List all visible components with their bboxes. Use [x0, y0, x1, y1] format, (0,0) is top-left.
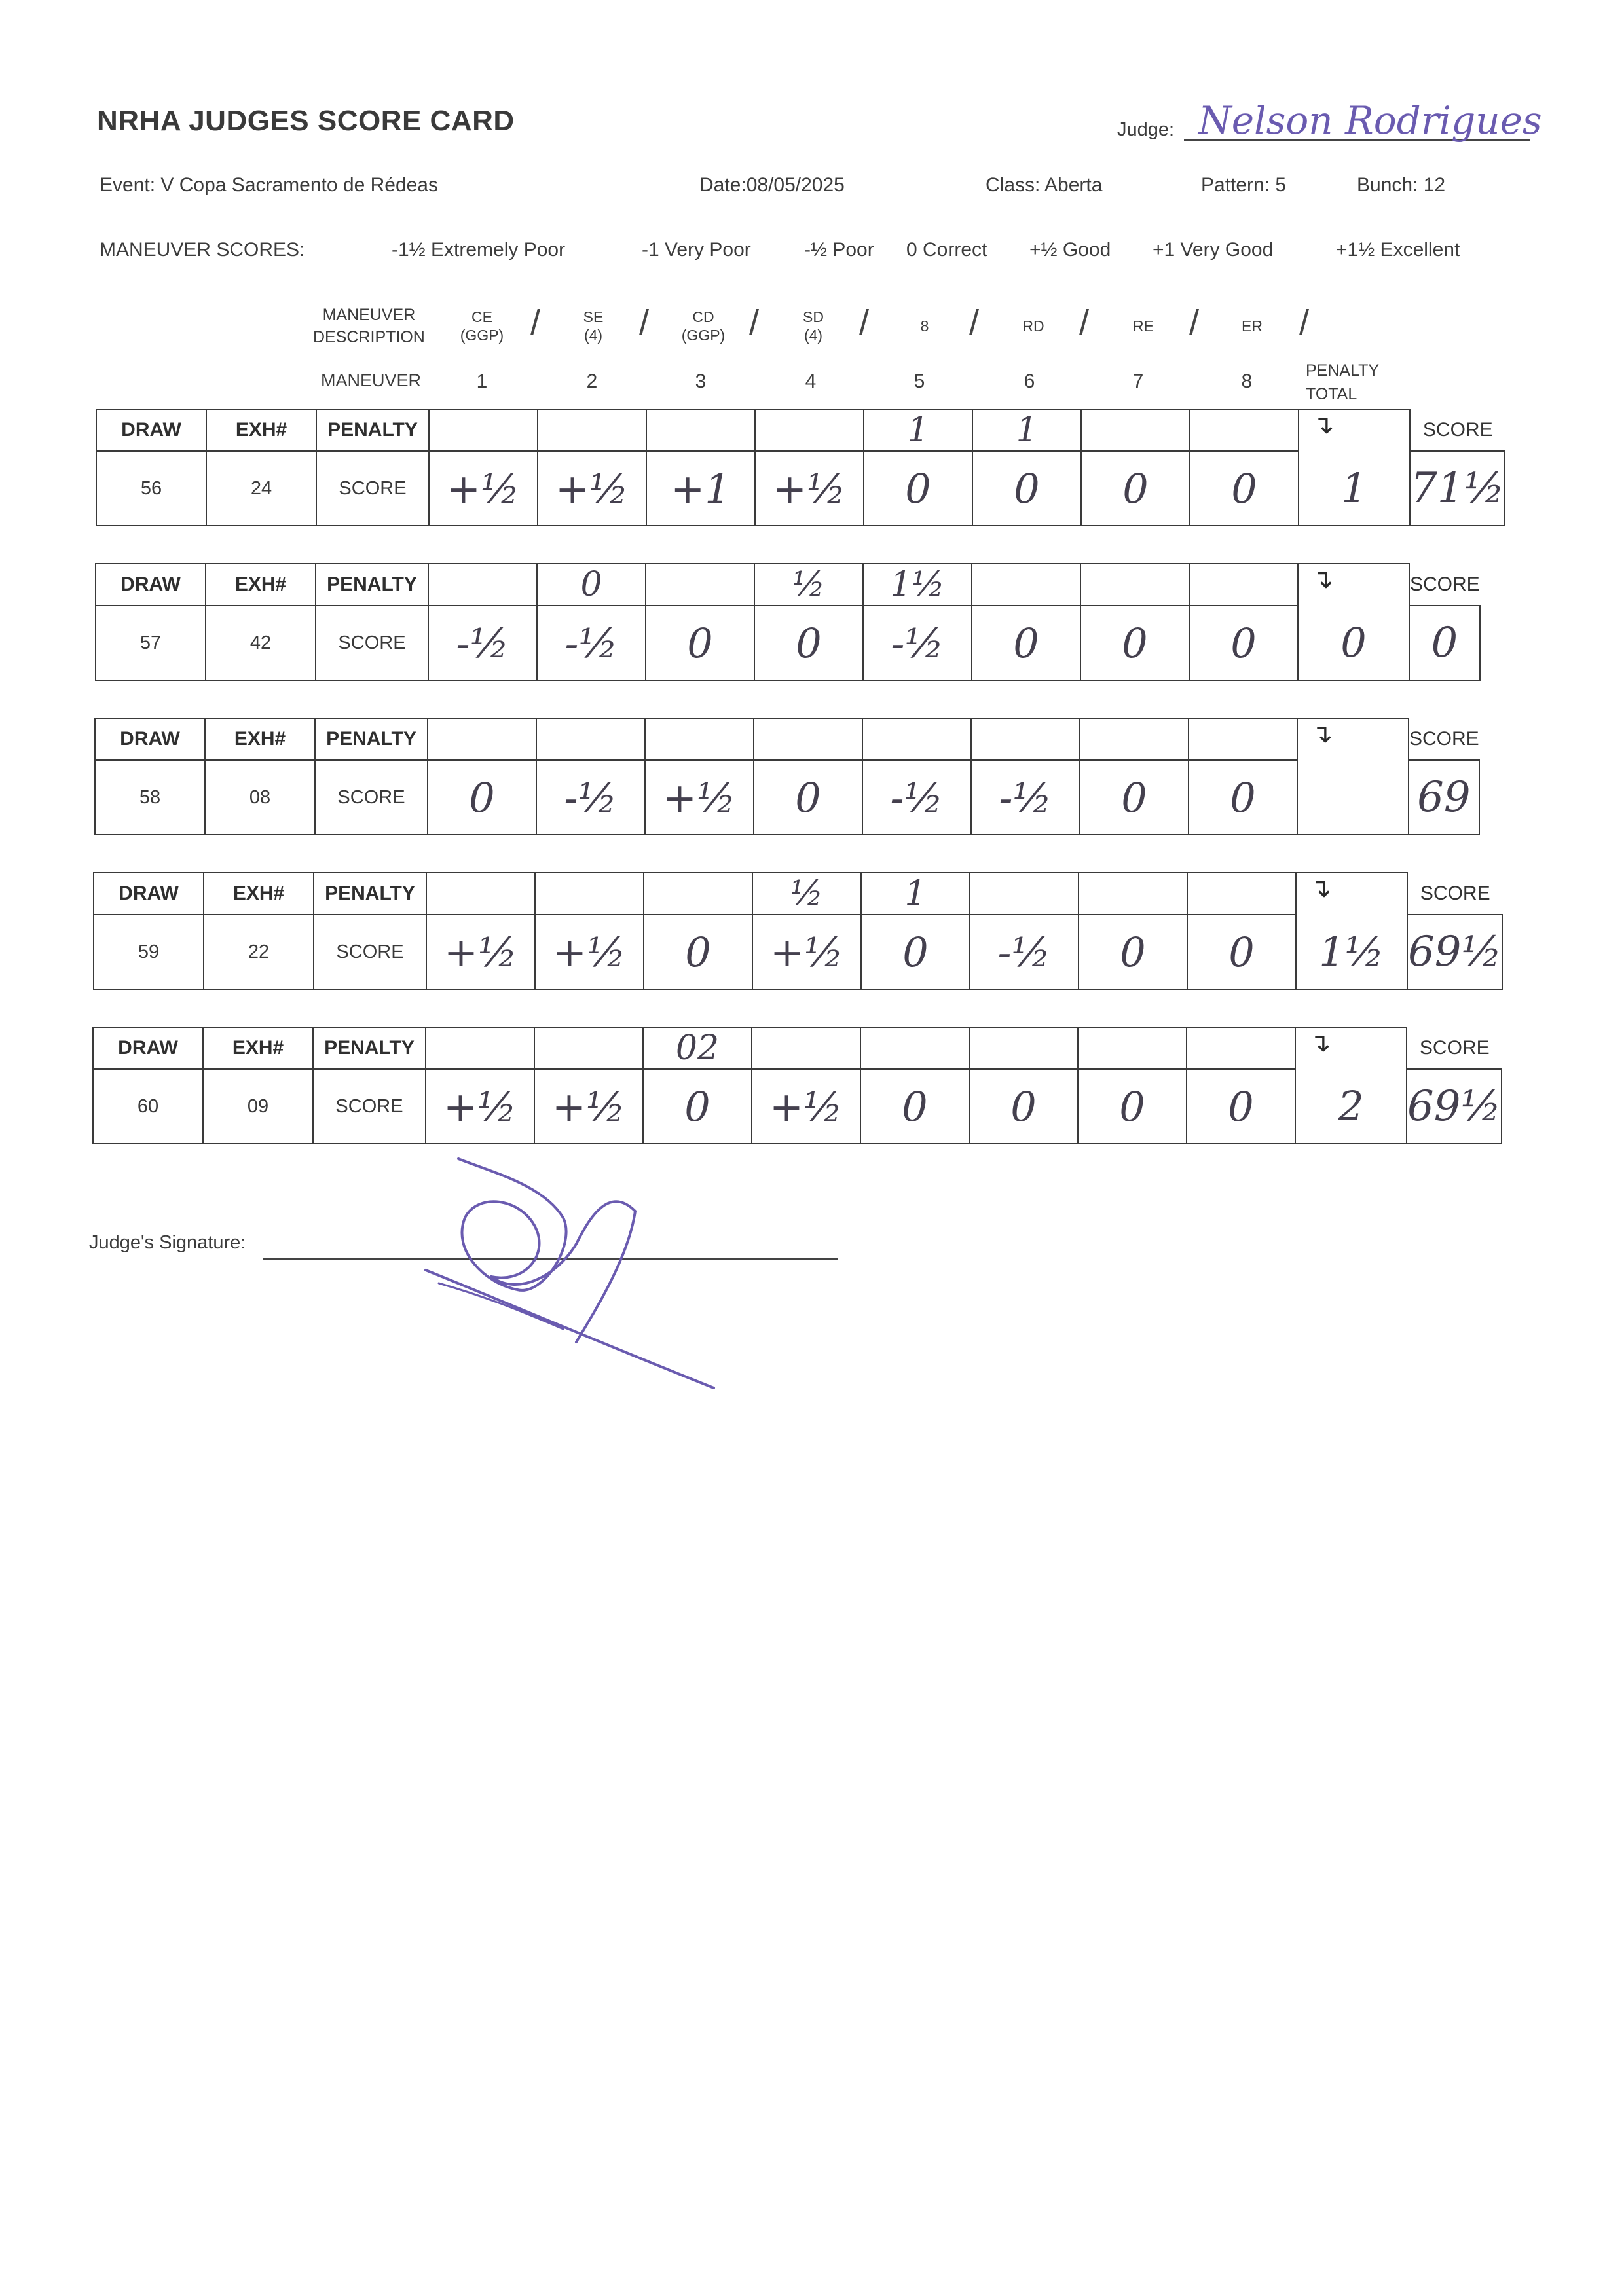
penalty-header: PENALTY [316, 409, 429, 451]
penalty-cell-8 [1190, 409, 1299, 451]
final-score-value: 69 [1409, 760, 1479, 835]
signature-label: Judge's Signature: [89, 1232, 246, 1253]
exhibitor-number: 42 [206, 606, 316, 680]
exh-header: EXH# [206, 409, 316, 451]
maneuver-score-8: 0 [1190, 451, 1299, 526]
maneuver-code-8: ER [1242, 318, 1263, 335]
card-title: NRHA JUDGES SCORE CARD [97, 105, 515, 137]
code-divider: / [859, 303, 870, 342]
scale-correct: 0 Correct [906, 239, 987, 261]
judge-name: Nelson Rodrigues [1198, 98, 1542, 143]
maneuver-score-8: 0 [1189, 606, 1298, 680]
draw-header: DRAW [96, 409, 206, 451]
penalty-cell-7 [1080, 718, 1189, 760]
maneuver-score-3: +½ [645, 760, 754, 835]
maneuver-score-8: 0 [1189, 760, 1297, 835]
final-score-header: SCORE [1409, 718, 1479, 760]
final-score-value: 69½ [1407, 1069, 1502, 1144]
penalty-cell-5: 1 [864, 409, 972, 451]
maneuver-score-2: +½ [538, 451, 646, 526]
penalty-total-arrow: ↴ [1295, 1027, 1407, 1069]
penalty-total-value [1297, 760, 1409, 835]
penalty-total-value: 1½ [1296, 915, 1407, 989]
penalty-cell-6 [972, 564, 1080, 606]
draw-number: 57 [96, 606, 206, 680]
maneuver-score-3: 0 [644, 915, 752, 989]
penalty-cell-6: 1 [972, 409, 1081, 451]
score-card-entry [92, 1027, 1502, 1144]
maneuver-score-7: 0 [1079, 915, 1187, 989]
scale-excellent: +1½ Excellent [1336, 239, 1460, 261]
code-divider: / [749, 303, 760, 342]
maneuver-score-6: 0 [969, 1069, 1078, 1144]
maneuver-score-7: 0 [1080, 760, 1189, 835]
maneuver-score-1: -½ [428, 606, 537, 680]
penalty-cell-4 [754, 718, 862, 760]
penalty-header: PENALTY [314, 873, 426, 915]
score-row-label: SCORE [316, 451, 429, 526]
penalty-cell-1 [428, 564, 537, 606]
bunch-value: 12 [1423, 174, 1446, 196]
penalty-cell-5: 1½ [863, 564, 972, 606]
bunch-label: Bunch: [1357, 174, 1418, 196]
penalty-total-value: 2 [1295, 1069, 1407, 1144]
penalty-cell-6 [970, 873, 1079, 915]
maneuver-score-4: +½ [752, 1069, 860, 1144]
date-field [699, 174, 845, 196]
penalty-cell-2 [534, 1027, 643, 1069]
penalty-cell-4: ½ [754, 564, 863, 606]
maneuver-number: 1 [476, 371, 488, 392]
maneuver-score-6: 0 [972, 606, 1080, 680]
class-value: Aberta [1044, 174, 1103, 196]
maneuver-code-2: SE (4) [583, 308, 604, 344]
penalty-cell-6 [969, 1027, 1078, 1069]
class-label: Class: [986, 174, 1041, 196]
draw-number: 58 [95, 760, 205, 835]
penalty-cell-3: 02 [643, 1027, 752, 1069]
final-score-header: SCORE [1407, 873, 1502, 915]
maneuver-score-1: 0 [428, 760, 536, 835]
penalty-cell-2: 0 [537, 564, 646, 606]
final-score-value: 69½ [1407, 915, 1502, 989]
maneuver-score-4: +½ [752, 915, 861, 989]
exhibitor-number: 24 [206, 451, 316, 526]
penalty-cell-7 [1081, 409, 1190, 451]
final-score-header: SCORE [1409, 564, 1480, 606]
maneuver-score-2: -½ [537, 606, 646, 680]
penalty-cell-7 [1078, 1027, 1187, 1069]
maneuver-code-6: RD [1022, 318, 1044, 335]
maneuver-score-1: +½ [426, 915, 535, 989]
maneuver-number: 3 [695, 371, 707, 392]
maneuver-score-3: +1 [646, 451, 755, 526]
maneuver-score-5: -½ [862, 760, 971, 835]
penalty-cell-6 [971, 718, 1080, 760]
scale-very-poor: -1 Very Poor [642, 239, 751, 261]
date-value: 08/05/2025 [746, 174, 845, 196]
maneuver-score-7: 0 [1080, 606, 1189, 680]
maneuver-code-7: RE [1133, 318, 1154, 335]
score-card-entry [94, 718, 1480, 835]
event-field [100, 174, 438, 196]
code-divider: / [530, 303, 541, 342]
penalty-cell-4 [752, 1027, 860, 1069]
score-card-entry [93, 872, 1503, 990]
penalty-cell-4 [755, 409, 864, 451]
penalty-cell-5 [862, 718, 971, 760]
maneuver-score-2: -½ [536, 760, 645, 835]
maneuver-number-label: MANEUVER [321, 371, 422, 390]
maneuver-score-7: 0 [1078, 1069, 1187, 1144]
maneuver-code-1: CE (GGP) [460, 308, 504, 344]
penalty-cell-5 [860, 1027, 969, 1069]
final-score-value: 0 [1409, 606, 1480, 680]
maneuver-number: 4 [805, 371, 817, 392]
penalty-cell-1 [428, 718, 536, 760]
penalty-cell-3 [645, 718, 754, 760]
draw-header: DRAW [96, 564, 206, 606]
maneuver-score-5: 0 [860, 1069, 969, 1144]
pattern-value: 5 [1275, 174, 1287, 196]
penalty-cell-2 [538, 409, 646, 451]
maneuver-code-4: SD (4) [803, 308, 824, 344]
score-card-entry [95, 563, 1481, 681]
bunch-field [1357, 174, 1445, 196]
judge-signature-scribble [413, 1146, 727, 1394]
penalty-cell-3 [646, 564, 754, 606]
penalty-cell-8 [1187, 1027, 1295, 1069]
maneuver-scores-label: MANEUVER SCORES: [100, 239, 305, 261]
score-row-label: SCORE [316, 606, 428, 680]
penalty-total-arrow: ↴ [1299, 409, 1410, 451]
penalty-cell-8 [1187, 873, 1296, 915]
maneuver-score-4: 0 [754, 606, 863, 680]
pattern-field [1201, 174, 1286, 196]
penalty-cell-3 [644, 873, 752, 915]
penalty-total-arrow: ↴ [1298, 564, 1409, 606]
pattern-label: Pattern: [1201, 174, 1270, 196]
maneuver-score-4: 0 [754, 760, 862, 835]
final-score-header: SCORE [1407, 1027, 1502, 1069]
penalty-header: PENALTY [315, 718, 428, 760]
code-divider: / [1079, 303, 1090, 342]
penalty-cell-7 [1079, 873, 1187, 915]
score-row-label: SCORE [315, 760, 428, 835]
exh-header: EXH# [206, 564, 316, 606]
maneuver-score-6: -½ [971, 760, 1080, 835]
penalty-cell-3 [646, 409, 755, 451]
maneuver-score-1: +½ [426, 1069, 534, 1144]
draw-number: 59 [94, 915, 204, 989]
score-row-label: SCORE [313, 1069, 426, 1144]
code-divider: / [1299, 303, 1310, 342]
score-row-label: SCORE [314, 915, 426, 989]
maneuver-score-1: +½ [429, 451, 538, 526]
maneuver-score-3: 0 [643, 1069, 752, 1144]
code-divider: / [1189, 303, 1200, 342]
maneuver-score-4: +½ [755, 451, 864, 526]
penalty-total-value: 1 [1299, 451, 1410, 526]
penalty-cell-7 [1080, 564, 1189, 606]
maneuver-score-8: 0 [1187, 915, 1296, 989]
exh-header: EXH# [204, 873, 314, 915]
judge-label: Judge: [1117, 119, 1175, 140]
date-label: Date: [699, 174, 747, 196]
maneuver-description-label: MANEUVER DESCRIPTION [313, 306, 425, 346]
penalty-total-arrow: ↴ [1297, 718, 1409, 760]
class-field [986, 174, 1102, 196]
maneuver-score-6: 0 [972, 451, 1081, 526]
maneuver-number: 8 [1241, 371, 1253, 392]
penalty-cell-2 [536, 718, 645, 760]
penalty-total-value: 0 [1298, 606, 1409, 680]
exhibitor-number: 08 [205, 760, 315, 835]
maneuver-code-3: CD (GGP) [681, 308, 726, 344]
score-card-entry [96, 409, 1505, 526]
scale-good: +½ Good [1029, 239, 1111, 261]
code-divider: / [969, 303, 980, 342]
event-value: V Copa Sacramento de Rédeas [160, 174, 438, 196]
exhibitor-number: 09 [203, 1069, 313, 1144]
penalty-cell-1 [429, 409, 538, 451]
event-label: Event: [100, 174, 156, 196]
maneuver-score-3: 0 [646, 606, 754, 680]
penalty-cell-2 [535, 873, 644, 915]
maneuver-score-8: 0 [1187, 1069, 1295, 1144]
draw-number: 56 [96, 451, 206, 526]
scale-extremely-poor: -1½ Extremely Poor [392, 239, 566, 261]
penalty-total-label: PENALTY TOTAL [1306, 361, 1380, 403]
draw-header: DRAW [95, 718, 205, 760]
draw-header: DRAW [94, 873, 204, 915]
code-divider: / [639, 303, 650, 342]
maneuver-score-5: 0 [864, 451, 972, 526]
penalty-cell-4: ½ [752, 873, 861, 915]
penalty-header: PENALTY [316, 564, 428, 606]
draw-header: DRAW [93, 1027, 203, 1069]
maneuver-number: 7 [1132, 371, 1144, 392]
penalty-cell-8 [1189, 564, 1298, 606]
maneuver-number: 6 [1024, 371, 1035, 392]
penalty-cell-1 [426, 873, 535, 915]
penalty-cell-1 [426, 1027, 534, 1069]
maneuver-score-7: 0 [1081, 451, 1190, 526]
maneuver-code-5: 8 [920, 318, 929, 335]
draw-number: 60 [93, 1069, 203, 1144]
penalty-header: PENALTY [313, 1027, 426, 1069]
maneuver-score-2: +½ [534, 1069, 643, 1144]
penalty-cell-8 [1189, 718, 1297, 760]
final-score-header: SCORE [1410, 409, 1505, 451]
maneuver-score-2: +½ [535, 915, 644, 989]
exh-header: EXH# [203, 1027, 313, 1069]
penalty-cell-5: 1 [861, 873, 970, 915]
maneuver-score-6: -½ [970, 915, 1079, 989]
maneuver-number: 5 [913, 371, 925, 392]
maneuver-score-5: -½ [863, 606, 972, 680]
scale-poor: -½ Poor [804, 239, 874, 261]
exhibitor-number: 22 [204, 915, 314, 989]
maneuver-score-5: 0 [861, 915, 970, 989]
scale-very-good: +1 Very Good [1153, 239, 1274, 261]
penalty-total-arrow: ↴ [1296, 873, 1407, 915]
final-score-value: 71½ [1410, 451, 1505, 526]
exh-header: EXH# [205, 718, 315, 760]
maneuver-number: 2 [586, 371, 598, 392]
